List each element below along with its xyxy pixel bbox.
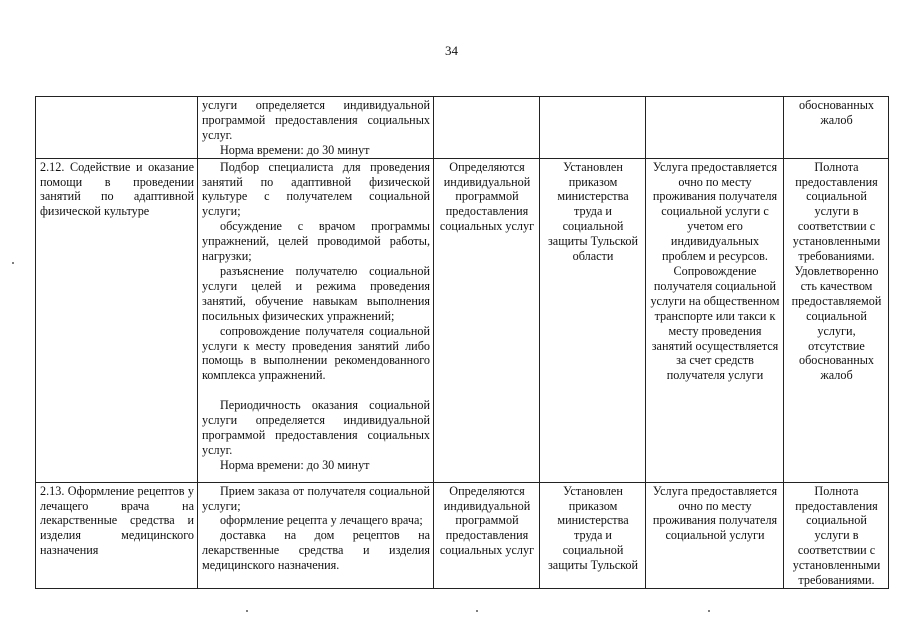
service-name-cell: 2.13. Оформление рецептов у лечащего врача на лекарственные средства и изделия медицинского назначения: [36, 482, 198, 588]
table-row: [36, 158, 889, 482]
service-quality-cell: Полнота предоставления социальной услуги в соответствии с установленными требованиями.: [784, 482, 889, 588]
service-basis-cell: [540, 97, 646, 159]
service-description-cell: [198, 97, 434, 159]
description-paragraph: оформление рецепта у лечащего врача;: [220, 513, 423, 528]
description-paragraph: доставка на дом рецептов на лекарственные средства и изделия медицинского назначения.: [202, 528, 430, 573]
table-row: [36, 482, 889, 588]
service-name-cell: 2.12. Содействие и оказание помощи в проведении занятий по адаптивной физической культуре: [36, 158, 198, 482]
description-paragraph: Норма времени: до 30 минут: [220, 457, 370, 472]
service-basis-cell: Установлен приказом министерства труда и социальной защиты Тульской области: [540, 158, 646, 482]
service-quality-cell: обоснованных жалоб: [784, 97, 889, 159]
scan-speck: [246, 610, 248, 612]
service-terms-cell: Определяются индивидуальной программой предоставления социальных услуг: [434, 482, 540, 588]
description-paragraph: услуги определяется индивидуальной программой предоставления социальных услуг.: [202, 98, 430, 142]
table-row: [36, 97, 889, 159]
page-number: 34: [445, 43, 458, 58]
service-description-cell: [198, 158, 434, 482]
service-conditions-cell: Услуга предоставляется очно по месту проживания получателя социальной услуги с учетом его индивидуальных проблем и ресурсов. Сопровождение получателя социальной услуги на общественном транспорте или такси к месту проведения занятий осуществляется за счет средств получателя услуги: [646, 158, 784, 482]
description-paragraph: Норма времени: до 30 минут: [220, 142, 370, 157]
description-paragraph: Периодичность оказания социальной услуги определяется индивидуальной программой предоставления социальных услуг.: [202, 398, 430, 457]
service-terms-cell: [434, 97, 540, 159]
description-paragraph: Подбор специалиста для проведения занятий по адаптивной физической культуре с получателем социальной услуги;: [202, 159, 430, 219]
description-paragraph: сопровождение получателя социальной услуги к месту проведения занятий либо помощь в выполнении рекомендованного комплекса упражнений.: [202, 323, 430, 383]
service-conditions-cell: Услуга предоставляется очно по месту проживания получателя социальной услуги: [646, 482, 784, 588]
service-name-cell: [36, 97, 198, 159]
service-description-cell: [198, 482, 434, 588]
services-table: [35, 96, 889, 589]
description-paragraph: Прием заказа от получателя социальной услуги;: [202, 483, 430, 513]
service-conditions-cell: [646, 97, 784, 159]
scan-speck: [708, 610, 710, 612]
scan-speck: [476, 610, 478, 612]
scan-speck: [12, 262, 14, 264]
description-paragraph: обсуждение с врачом программы упражнений, целей проводимой работы, нагрузки;: [202, 219, 430, 264]
service-terms-cell: Определяются индивидуальной программой предоставления социальных услуг: [434, 158, 540, 482]
service-quality-cell: Полнота предоставления социальной услуги в соответствии с установленными требованиями. Удовлетворенно сть качеством предоставляемой социальной услуги, отсутствие обоснованных жалоб: [784, 158, 889, 482]
service-basis-cell: Установлен приказом министерства труда и социальной защиты Тульской: [540, 482, 646, 588]
description-paragraph: разъяснение получателю социальной услуги целей и режима проведения занятий, обучение навыкам выполнения посильных физических упражнений;: [202, 263, 430, 323]
